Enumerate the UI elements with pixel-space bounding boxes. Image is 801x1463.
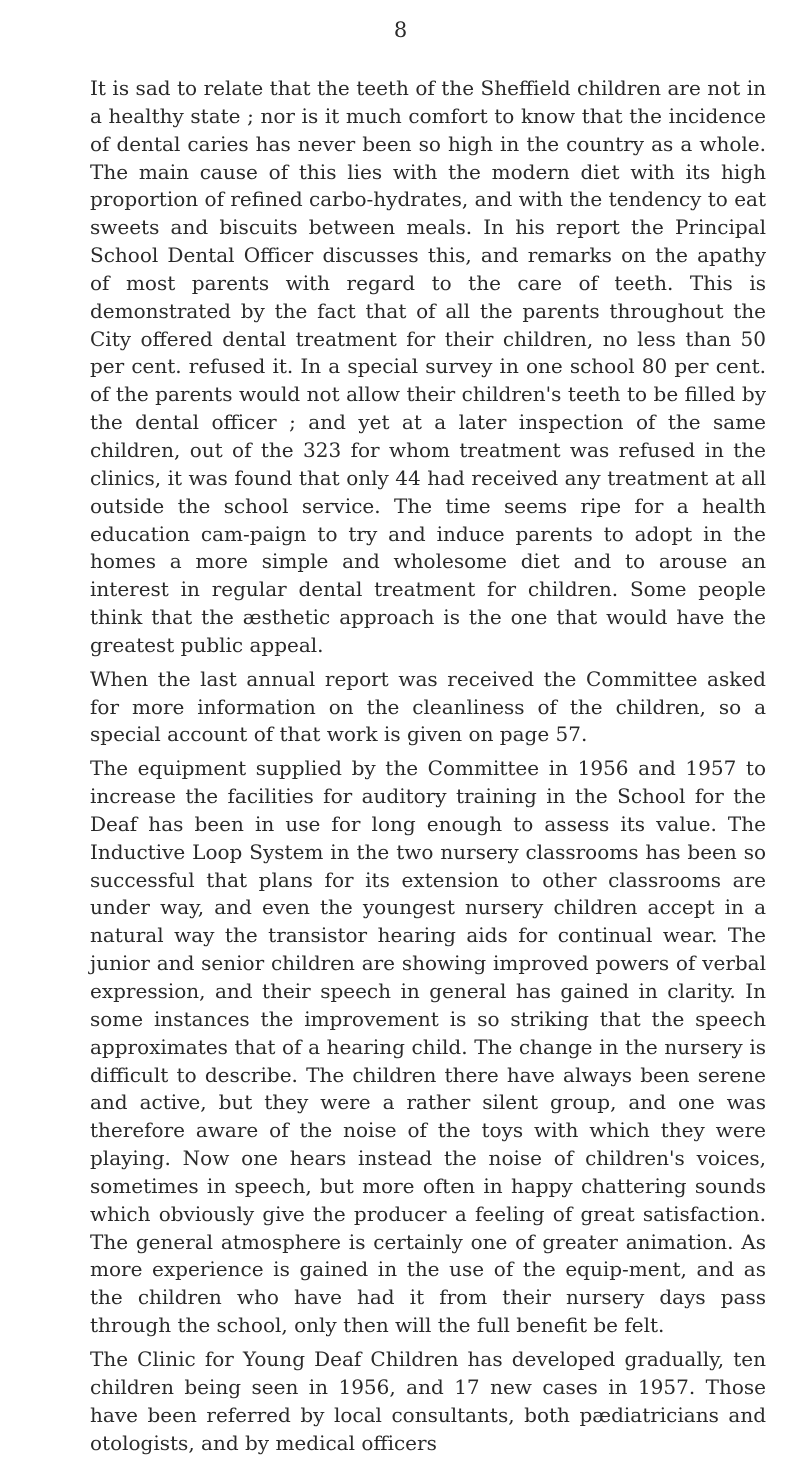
paragraph-cleanliness: When the last annual report was received the Committee asked for more information on the cleanliness of the children, so a special account of that work is given on page 57.: [90, 666, 766, 747]
paragraph-deaf-clinic: The Clinic for Young Deaf Children has developed gradually, ten children being seen in 1956, and 17 new cases in 1957. Those have been referred by local consultants, both pædiatricians and otologists, and by medical officers: [90, 1346, 766, 1455]
page-number: 8: [393, 18, 408, 42]
body-text: [90, 75, 766, 1463]
paragraph-dental-health: It is sad to relate that the teeth of the Sheffield children are not in a healthy state ; nor is it much comfort to know that the incidence of dental caries has never been so high in the country as a whole. The main cause of this lies with the modern diet with its high proportion of refined carbo-hydrates, and with the tendency to eat sweets and biscuits between meals. In his report the Principal School Dental Officer discusses this, and remarks on the apathy of most parents with regard to the care of teeth. This is demonstrated by the fact that of all the parents throughout the City offered dental treatment for their children, no less than 50 per cent. refused it. In a special survey in one school 80 per cent. of the parents would not allow their children's teeth to be filled by the dental officer ; and yet at a later inspection of the same children, out of the 323 for whom treatment was refused in the clinics, it was found that only 44 had received any treatment at all outside the school service. The time seems ripe for a health education cam-paign to try and induce parents to adopt in the homes a more simple and wholesome diet and to arouse an interest in regular dental treatment for children. Some people think that the æsthetic approach is the one that would have the greatest public appeal.: [90, 76, 766, 657]
paragraph-school-for-deaf: The equipment supplied by the Committee in 1956 and 1957 to increase the facilities for auditory training in the School for the Deaf has been in use for long enough to assess its value. The Inductive Loop System in the two nursery classrooms has been so successful that plans for its extension to other classrooms are under way, and even the youngest nursery children accept in a natural way the transistor hearing aids for continual wear. The junior and senior children are showing improved powers of verbal expression, and their speech in general has gained in clarity. In some instances the improvement is so striking that the speech approximates that of a hearing child. The change in the nursery is difficult to describe. The children there have always been serene and active, but they were a rather silent group, and one was therefore aware of the noise of the toys with which they were playing. Now one hears instead the noise of children's voices, sometimes in speech, but more often in happy chattering sounds which obviously give the producer a feeling of great satisfaction. The general atmosphere is certainly one of greater animation. As more experience is gained in the use of the equip-ment, and as the children who have had it from their nursery days pass through the school, only then will the full benefit be felt.: [90, 756, 766, 1338]
